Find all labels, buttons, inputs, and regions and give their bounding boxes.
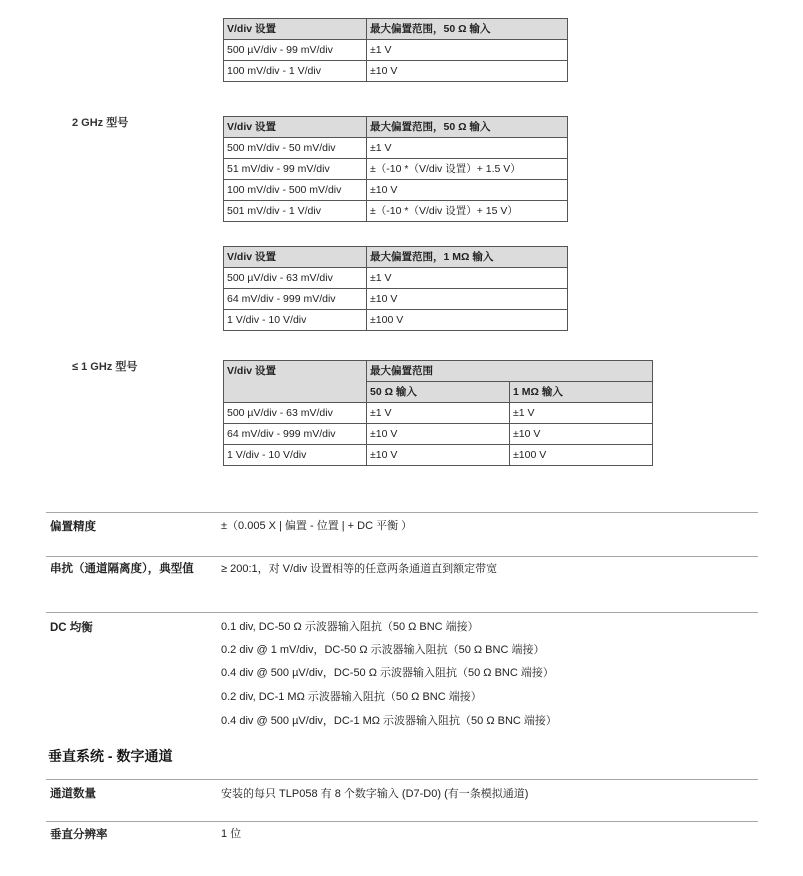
table-row <box>224 289 568 310</box>
table-row <box>224 201 568 222</box>
table-row <box>224 310 568 331</box>
header-vdiv-setting: V/div 设置 <box>224 361 367 403</box>
header-max-offset-range: 最大偏置范围 <box>367 361 653 382</box>
vdiv-setting-cell: 500 µV/div - 63 mV/div <box>224 403 367 424</box>
offset-1mohm-cell: ±1 V <box>510 403 653 424</box>
table-row <box>224 61 568 82</box>
offset-50ohm-cell: ±10 V <box>367 445 510 466</box>
vdiv-setting-cell: 51 mV/div - 99 mV/div <box>224 159 367 180</box>
header-max-offset-range: 最大偏置范围，1 MΩ 输入 <box>367 247 568 268</box>
spec-value-dc-balance: 0.1 div, DC-50 Ω 示波器输入阻抗（50 Ω BNC 端接） <box>221 621 479 633</box>
table-header-row <box>224 19 568 40</box>
table-row <box>224 159 568 180</box>
header-vdiv-setting: V/div 设置 <box>224 19 367 40</box>
table-header-row <box>224 247 568 268</box>
table-row <box>224 40 568 61</box>
spec-value-dc-balance: 0.2 div, DC-1 MΩ 示波器输入阻抗（50 Ω BNC 端接） <box>221 691 482 703</box>
vdiv-setting-cell: 1 V/div - 10 V/div <box>224 445 367 466</box>
spec-name-crosstalk: 串扰（通道隔离度），典型值 <box>50 563 194 575</box>
table-row <box>224 180 568 201</box>
vdiv-setting-cell: 64 mV/div - 999 mV/div <box>224 289 367 310</box>
spec-value-vertical-resolution: 1 位 <box>221 828 242 840</box>
model-label-1ghz: ≤ 1 GHz 型号 <box>72 361 138 373</box>
vdiv-setting-cell: 1 V/div - 10 V/div <box>224 310 367 331</box>
spec-name-channel-count: 通道数量 <box>50 788 96 800</box>
spec-value-dc-balance: 0.4 div @ 500 µV/div，DC-1 MΩ 示波器输入阻抗（50 Ω BNC 端接） <box>221 715 557 727</box>
divider <box>46 512 758 513</box>
vdiv-setting-cell: 501 mV/div - 1 V/div <box>224 201 367 222</box>
vdiv-setting-cell: 100 mV/div - 500 mV/div <box>224 180 367 201</box>
vdiv-setting-cell: 64 mV/div - 999 mV/div <box>224 424 367 445</box>
header-max-offset-range: 最大偏置范围，50 Ω 输入 <box>367 19 568 40</box>
vdiv-setting-cell: 100 mV/div - 1 V/div <box>224 61 367 82</box>
section-title-digital-channels: 垂直系统 - 数字通道 <box>48 748 173 764</box>
spec-value-crosstalk: ≥ 200:1，对 V/div 设置相等的任意两条通道直到额定带宽 <box>221 563 498 575</box>
header-1mohm-input: 1 MΩ 输入 <box>510 382 653 403</box>
divider <box>46 779 758 780</box>
offset-1mohm-cell: ±100 V <box>510 445 653 466</box>
header-vdiv-setting: V/div 设置 <box>224 117 367 138</box>
vdiv-setting-cell: 500 mV/div - 50 mV/div <box>224 138 367 159</box>
offset-range-cell: ±100 V <box>367 310 568 331</box>
offset-50ohm-cell: ±1 V <box>367 403 510 424</box>
vdiv-setting-cell: 500 µV/div - 63 mV/div <box>224 268 367 289</box>
header-max-offset-range: 最大偏置范围，50 Ω 输入 <box>367 117 568 138</box>
table-row <box>224 403 653 424</box>
table-row <box>224 268 568 289</box>
offset-1mohm-cell: ±10 V <box>510 424 653 445</box>
divider <box>46 556 758 557</box>
vdiv-setting-cell: 500 µV/div - 99 mV/div <box>224 40 367 61</box>
header-50ohm-input: 50 Ω 输入 <box>367 382 510 403</box>
table-row <box>224 138 568 159</box>
offset-range-cell: ±10 V <box>367 289 568 310</box>
table-row <box>224 424 653 445</box>
offset-range-table-2ghz-1mohm <box>223 246 568 331</box>
header-vdiv-setting: V/div 设置 <box>224 247 367 268</box>
offset-range-cell: ±（-10 *（V/div 设置）+ 15 V） <box>367 201 568 222</box>
divider <box>46 821 758 822</box>
table-header-row <box>224 361 653 382</box>
offset-range-table-top <box>223 18 568 82</box>
offset-range-table-1ghz <box>223 360 653 466</box>
spec-value-dc-balance: 0.4 div @ 500 µV/div，DC-50 Ω 示波器输入阻抗（50 Ω BNC 端接） <box>221 667 554 679</box>
offset-range-cell: ±1 V <box>367 268 568 289</box>
spec-value-channel-count: 安装的每只 TLP058 有 8 个数字输入 (D7-D0) (有一条模拟通道) <box>221 788 529 800</box>
offset-50ohm-cell: ±10 V <box>367 424 510 445</box>
offset-range-cell: ±1 V <box>367 138 568 159</box>
offset-range-cell: ±10 V <box>367 180 568 201</box>
offset-range-cell: ±10 V <box>367 61 568 82</box>
offset-range-cell: ±1 V <box>367 40 568 61</box>
spec-value-dc-balance: 0.2 div @ 1 mV/div，DC-50 Ω 示波器输入阻抗（50 Ω BNC 端接） <box>221 644 545 656</box>
spec-name-dc-balance: DC 均衡 <box>50 622 93 634</box>
spec-value-offset-accuracy: ±（0.005 X | 偏置 - 位置 | + DC 平衡 ） <box>221 520 413 532</box>
spec-name-vertical-resolution: 垂直分辨率 <box>50 829 108 841</box>
offset-range-cell: ±（-10 *（V/div 设置）+ 1.5 V） <box>367 159 568 180</box>
table-header-row <box>224 117 568 138</box>
offset-range-table-2ghz-50ohm <box>223 116 568 222</box>
model-label-2ghz: 2 GHz 型号 <box>72 117 129 129</box>
table-row <box>224 445 653 466</box>
divider <box>46 612 758 613</box>
spec-name-offset-accuracy: 偏置精度 <box>50 521 96 533</box>
